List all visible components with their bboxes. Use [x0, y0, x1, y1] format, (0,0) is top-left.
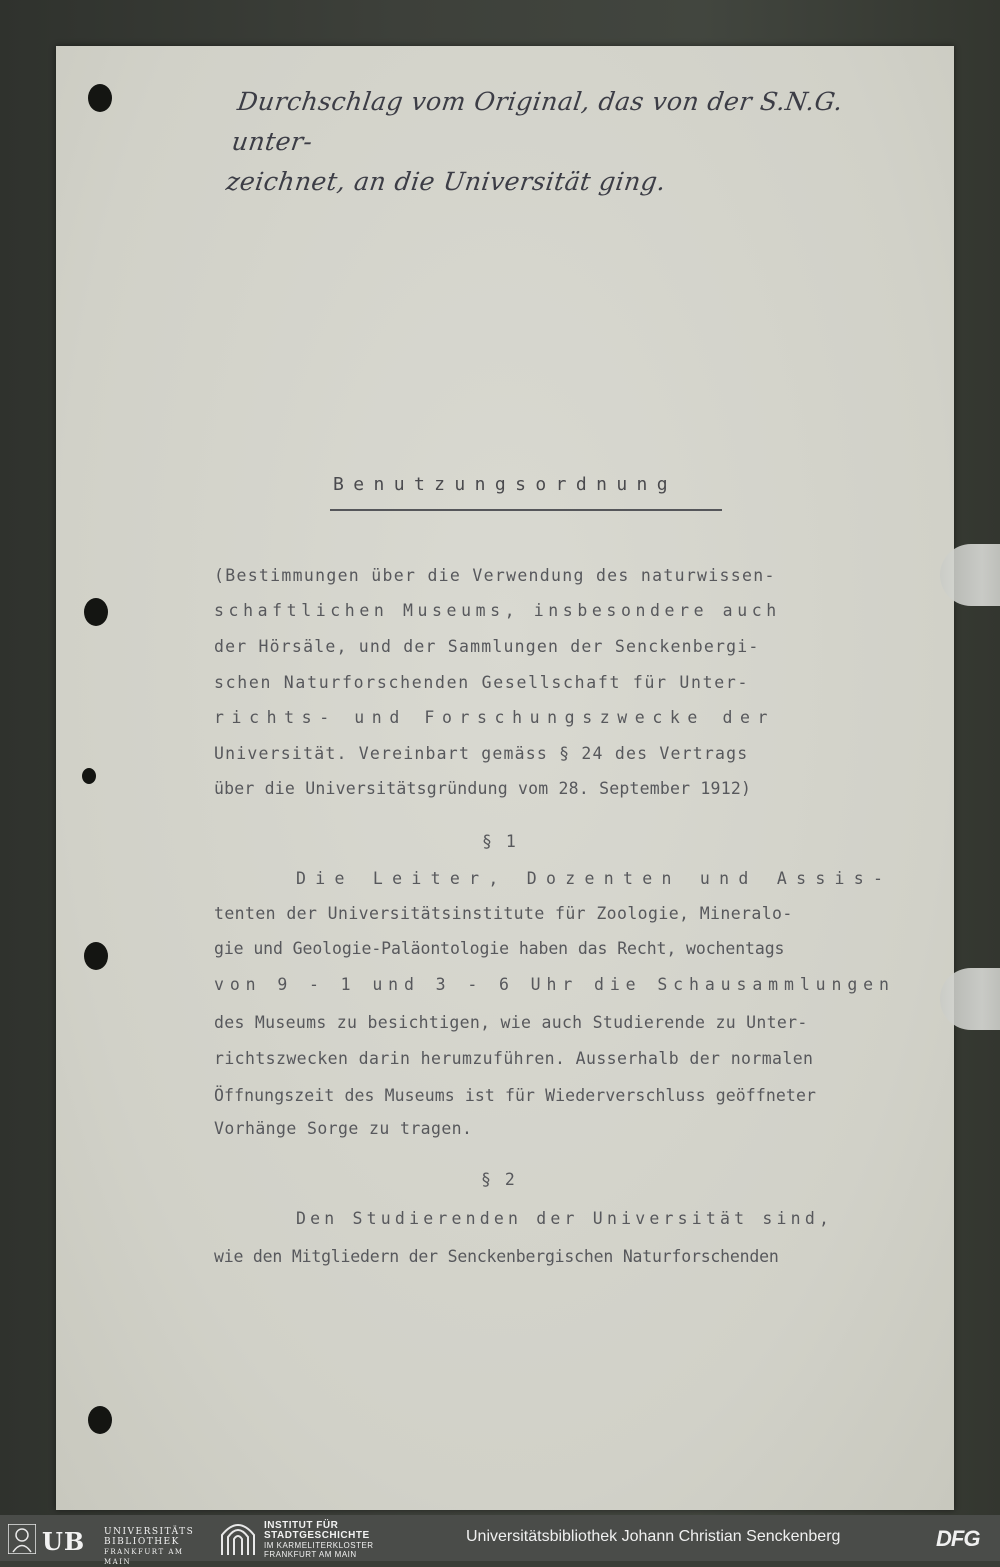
handwritten-note [224, 82, 931, 202]
section-2-line-2: wie den Mitgliedern der Senckenbergischen Naturforschenden [214, 1247, 779, 1266]
page-tab-lower [940, 968, 1000, 1030]
section-1-line-4: von 9 - 1 und 3 - 6 Uhr die Schausammlungen [214, 975, 895, 994]
section-1-heading: § 1 [482, 832, 518, 851]
ub-name-line-3: FRANKFURT AM MAIN [104, 1548, 184, 1566]
intro-line-1: (Bestimmungen über die Verwendung des naturwissen- [214, 566, 776, 585]
ub-name [104, 1527, 198, 1567]
intro-line-7: über die Universitätsgründung vom 28. September 1912) [214, 779, 752, 798]
section-1-line-8: Vorhänge Sorge zu tragen. [214, 1119, 473, 1138]
intro-line-2: schaftlichen Museums, insbesondere auch [214, 601, 781, 620]
ub-portrait-icon [8, 1524, 36, 1554]
page-tab-upper [940, 544, 1000, 606]
section-1-line-7: Öffnungszeit des Museums ist für Wiederverschluss geöffneter [214, 1086, 817, 1105]
ub-name-line-1: UNIVERSITÄTS [104, 1527, 195, 1537]
library-name-link[interactable]: Universitätsbibliothek Johann Christian Senckenberg [466, 1528, 841, 1545]
document-title: Benutzungsordnung [333, 474, 678, 495]
isg-name [264, 1521, 374, 1559]
isg-logo[interactable] [218, 1521, 408, 1557]
punch-hole-mid-upper [84, 598, 108, 626]
punch-hole-top [88, 84, 112, 112]
ub-logo[interactable] [8, 1523, 198, 1566]
section-1-line-6: richtszwecken darin herumzuführen. Ausserhalb der normalen [214, 1049, 814, 1068]
punch-hole-bottom [88, 1406, 112, 1434]
isg-name-line-4: FRANKFURT AM MAIN [264, 1550, 357, 1559]
title-underline [330, 509, 722, 511]
handwritten-note-line-2: zeichnet, an die Universität ging. [224, 167, 668, 196]
ub-letters: UB [42, 1527, 86, 1556]
handwritten-note-line-1: Durchschlag vom Original, das von der S.N.G. unter- [230, 87, 845, 156]
punch-hole-small [82, 768, 96, 784]
section-1-line-2: tenten der Universitätsinstitute für Zoologie, Mineralo- [214, 904, 793, 923]
intro-line-3: der Hörsäle, und der Sammlungen der Senckenbergi- [214, 637, 760, 656]
section-2-line-1: Den Studierenden der Universität sind, [296, 1209, 834, 1228]
ub-name-line-2: BIBLIOTHEK [104, 1537, 180, 1547]
isg-name-line-1: INSTITUT FÜR [264, 1520, 339, 1531]
document-page [56, 46, 954, 1510]
punch-hole-mid-lower [84, 942, 108, 970]
arch-icon [218, 1521, 258, 1555]
intro-line-6: Universität. Vereinbart gemäss § 24 des Vertrags [214, 744, 749, 763]
intro-line-5: richts- und Forschungszwecke der [214, 708, 776, 727]
isg-name-line-3: IM KARMELITERKLOSTER [264, 1541, 374, 1550]
intro-line-4: schen Naturforschenden Gesellschaft für Unter- [214, 673, 750, 692]
section-1-line-1: Die Leiter, Dozenten und Assis- [296, 869, 893, 888]
section-1-line-5: des Museums zu besichtigen, wie auch Studierende zu Unter- [214, 1013, 808, 1032]
footer-bar [0, 1515, 1000, 1566]
section-1-line-3: gie und Geologie-Paläontologie haben das Recht, wochentags [214, 939, 785, 958]
isg-name-line-2: STADTGESCHICHTE [264, 1530, 370, 1541]
section-2-heading: § 2 [481, 1170, 517, 1189]
dfg-logo[interactable]: DFG [936, 1526, 980, 1551]
